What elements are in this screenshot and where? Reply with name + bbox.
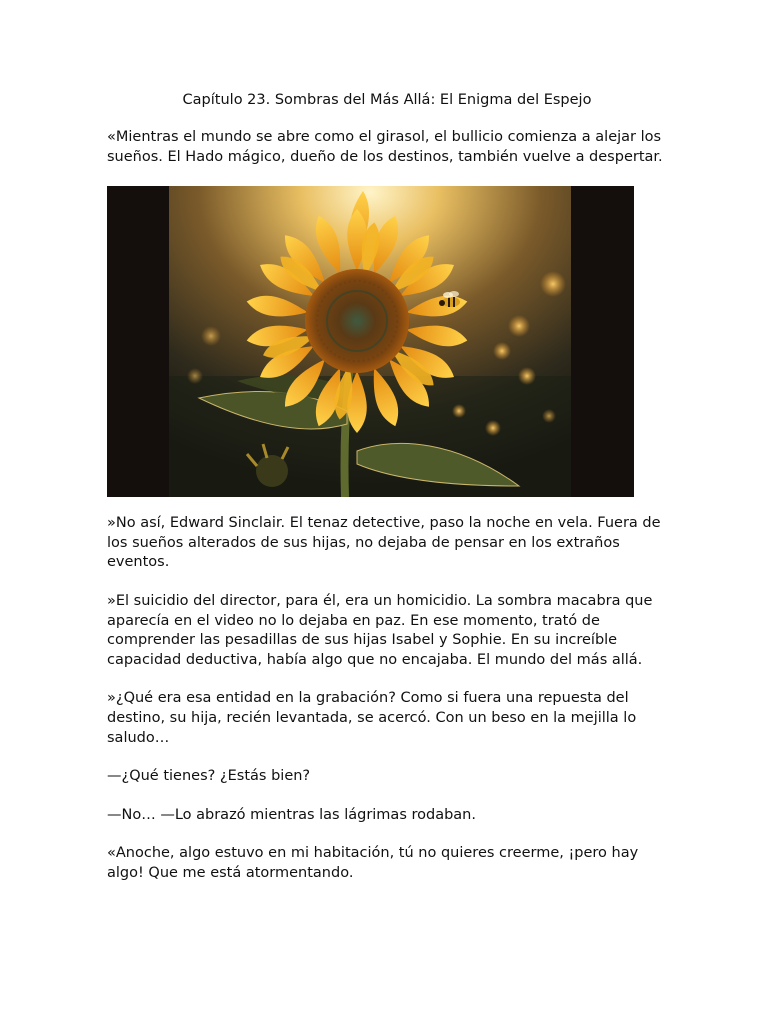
dialogue-line-2: —No… —Lo abrazó mientras las lágrimas rodaban.: [107, 806, 476, 823]
dialogue-line-1: —¿Qué tienes? ¿Estás bien?: [107, 768, 311, 785]
paragraph-4: «Anoche, algo estuvo en mi habitación, tú no quieres creerme, ¡pero hay algo! Que me está atormentando.: [107, 845, 639, 881]
sunflower-illustration: [107, 186, 634, 497]
chapter-title: Capítulo 23. Sombras del Más Allá: El Enigma del Espejo: [182, 92, 592, 108]
paragraph-2: »El suicidio del director, para él, era un homicidio. La sombra macabra que aparecía en el video no lo dejaba en paz. En ese momento, trató de comprender las pesadillas de sus hijas Isabel y Sophie. En su increíble capacidad deductiva, había algo que no encajaba. El mundo del más allá.: [107, 592, 653, 668]
paragraph-3: »¿Qué era esa entidad en la grabación? Como si fuera una repuesta del destino, su hija, recién levantada, se acercó. Con un beso en la mejilla lo saludo…: [107, 690, 637, 746]
paragraph-intro: «Mientras el mundo se abre como el girasol, el bullicio comienza a alejar los sueños. El Hado mágico, dueño de los destinos, también vuelve a despertar.: [107, 129, 663, 165]
document-page: [107, 88, 667, 903]
sunflower-image: [107, 186, 634, 497]
paragraph-1: »No así, Edward Sinclair. El tenaz detective, paso la noche en vela. Fuera de los sueños alterados de sus hijas, no dejaba de pensar en los extraños eventos.: [107, 515, 661, 571]
